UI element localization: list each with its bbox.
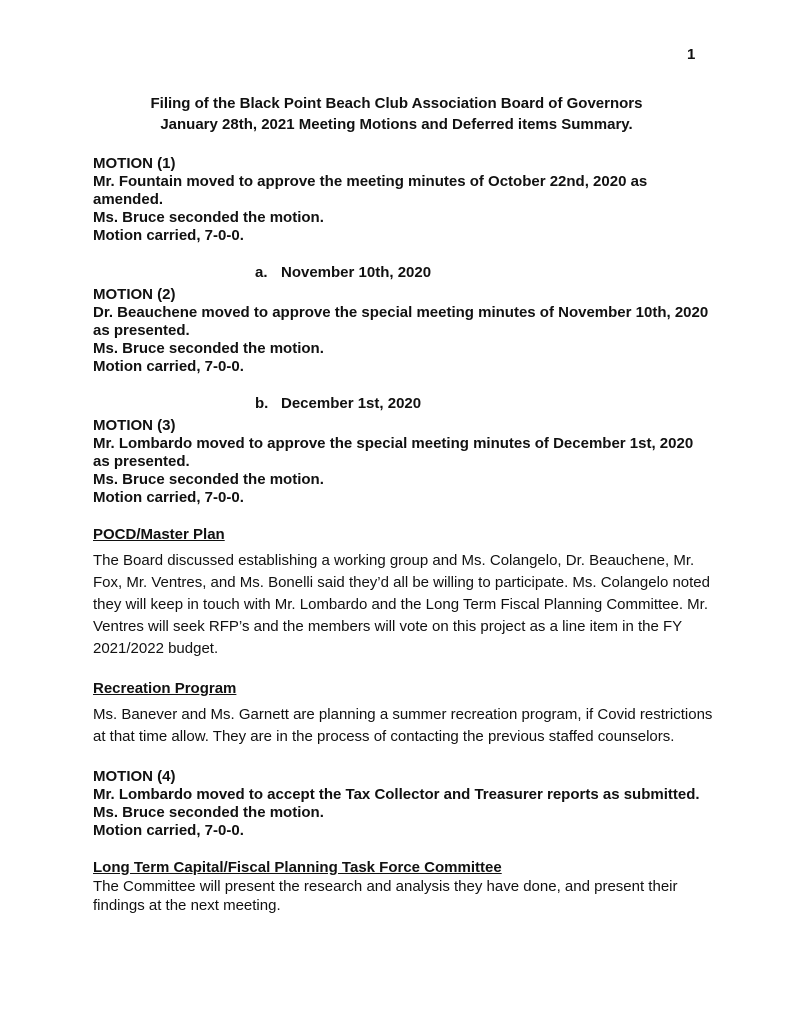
agenda-subitem-a xyxy=(93,264,713,282)
motion-text: Mr. Lombardo moved to accept the Tax Collector and Treasurer reports as submitted. xyxy=(93,786,700,803)
motion-label: MOTION (2) xyxy=(93,286,176,303)
motion-result: Motion carried, 7-0-0. xyxy=(93,489,244,506)
title-line-1: Filing of the Black Point Beach Club Association Board of Governors xyxy=(150,95,643,112)
motion-text: Mr. Lombardo moved to approve the special meeting minutes of December 1st, 2020 as presented. xyxy=(93,435,694,470)
document-body xyxy=(93,155,713,915)
subitem-label: December 1st, 2020 xyxy=(281,395,422,412)
subitem-marker: a. xyxy=(255,264,268,281)
motion-text: Mr. Fountain moved to approve the meeting minutes of October 22nd, 2020 as amended. xyxy=(93,173,648,208)
motion-second: Ms. Bruce seconded the motion. xyxy=(93,209,324,226)
section-long-term xyxy=(93,859,713,915)
motion-second: Ms. Bruce seconded the motion. xyxy=(93,471,324,488)
motion-label: MOTION (4) xyxy=(93,768,176,785)
motion-4 xyxy=(93,768,713,840)
section-pocd xyxy=(93,526,713,660)
subitem-label: November 10th, 2020 xyxy=(281,264,432,281)
motion-result: Motion carried, 7-0-0. xyxy=(93,358,244,375)
motion-result: Motion carried, 7-0-0. xyxy=(93,822,244,839)
section-text: Ms. Banever and Ms. Garnett are planning a summer recreation program, if Covid restrictions at that time allow. They are in the process of contacting the previous staffed counselors. xyxy=(93,706,713,745)
section-text: The Committee will present the research and analysis they have done, and present their findings at the next meeting. xyxy=(93,878,678,914)
motion-label: MOTION (1) xyxy=(93,155,176,172)
motion-label: MOTION (3) xyxy=(93,417,176,434)
motion-1 xyxy=(93,155,713,245)
title-line-2: January 28th, 2021 Meeting Motions and Deferred items Summary. xyxy=(160,116,633,133)
motion-3 xyxy=(93,417,713,507)
motion-second: Ms. Bruce seconded the motion. xyxy=(93,340,324,357)
section-heading: Recreation Program xyxy=(93,680,237,697)
agenda-subitem-b xyxy=(93,395,713,413)
section-text: The Board discussed establishing a working group and Ms. Colangelo, Dr. Beauchene, Mr. Fox, Mr. Ventres, and Ms. Bonelli said they’d all be willing to participate. Ms. Colangelo noted they will keep in touch with Mr. Lombardo and the Long Term Fiscal Planning Committee. Mr. Ventres will seek RFP’s and the members will vote on this project as a line item in the FY 2021/2022 budget. xyxy=(93,552,710,657)
page-number: 1 xyxy=(687,46,696,63)
motion-second: Ms. Bruce seconded the motion. xyxy=(93,804,324,821)
motion-text: Dr. Beauchene moved to approve the special meeting minutes of November 10th, 2020 as presented. xyxy=(93,304,709,339)
motion-result: Motion carried, 7-0-0. xyxy=(93,227,244,244)
section-heading: Long Term Capital/Fiscal Planning Task Force Committee xyxy=(93,859,502,876)
section-heading: POCD/Master Plan xyxy=(93,526,225,543)
section-recreation xyxy=(93,680,713,748)
motion-2 xyxy=(93,286,713,376)
document-title xyxy=(0,93,791,135)
subitem-marker: b. xyxy=(255,395,269,412)
